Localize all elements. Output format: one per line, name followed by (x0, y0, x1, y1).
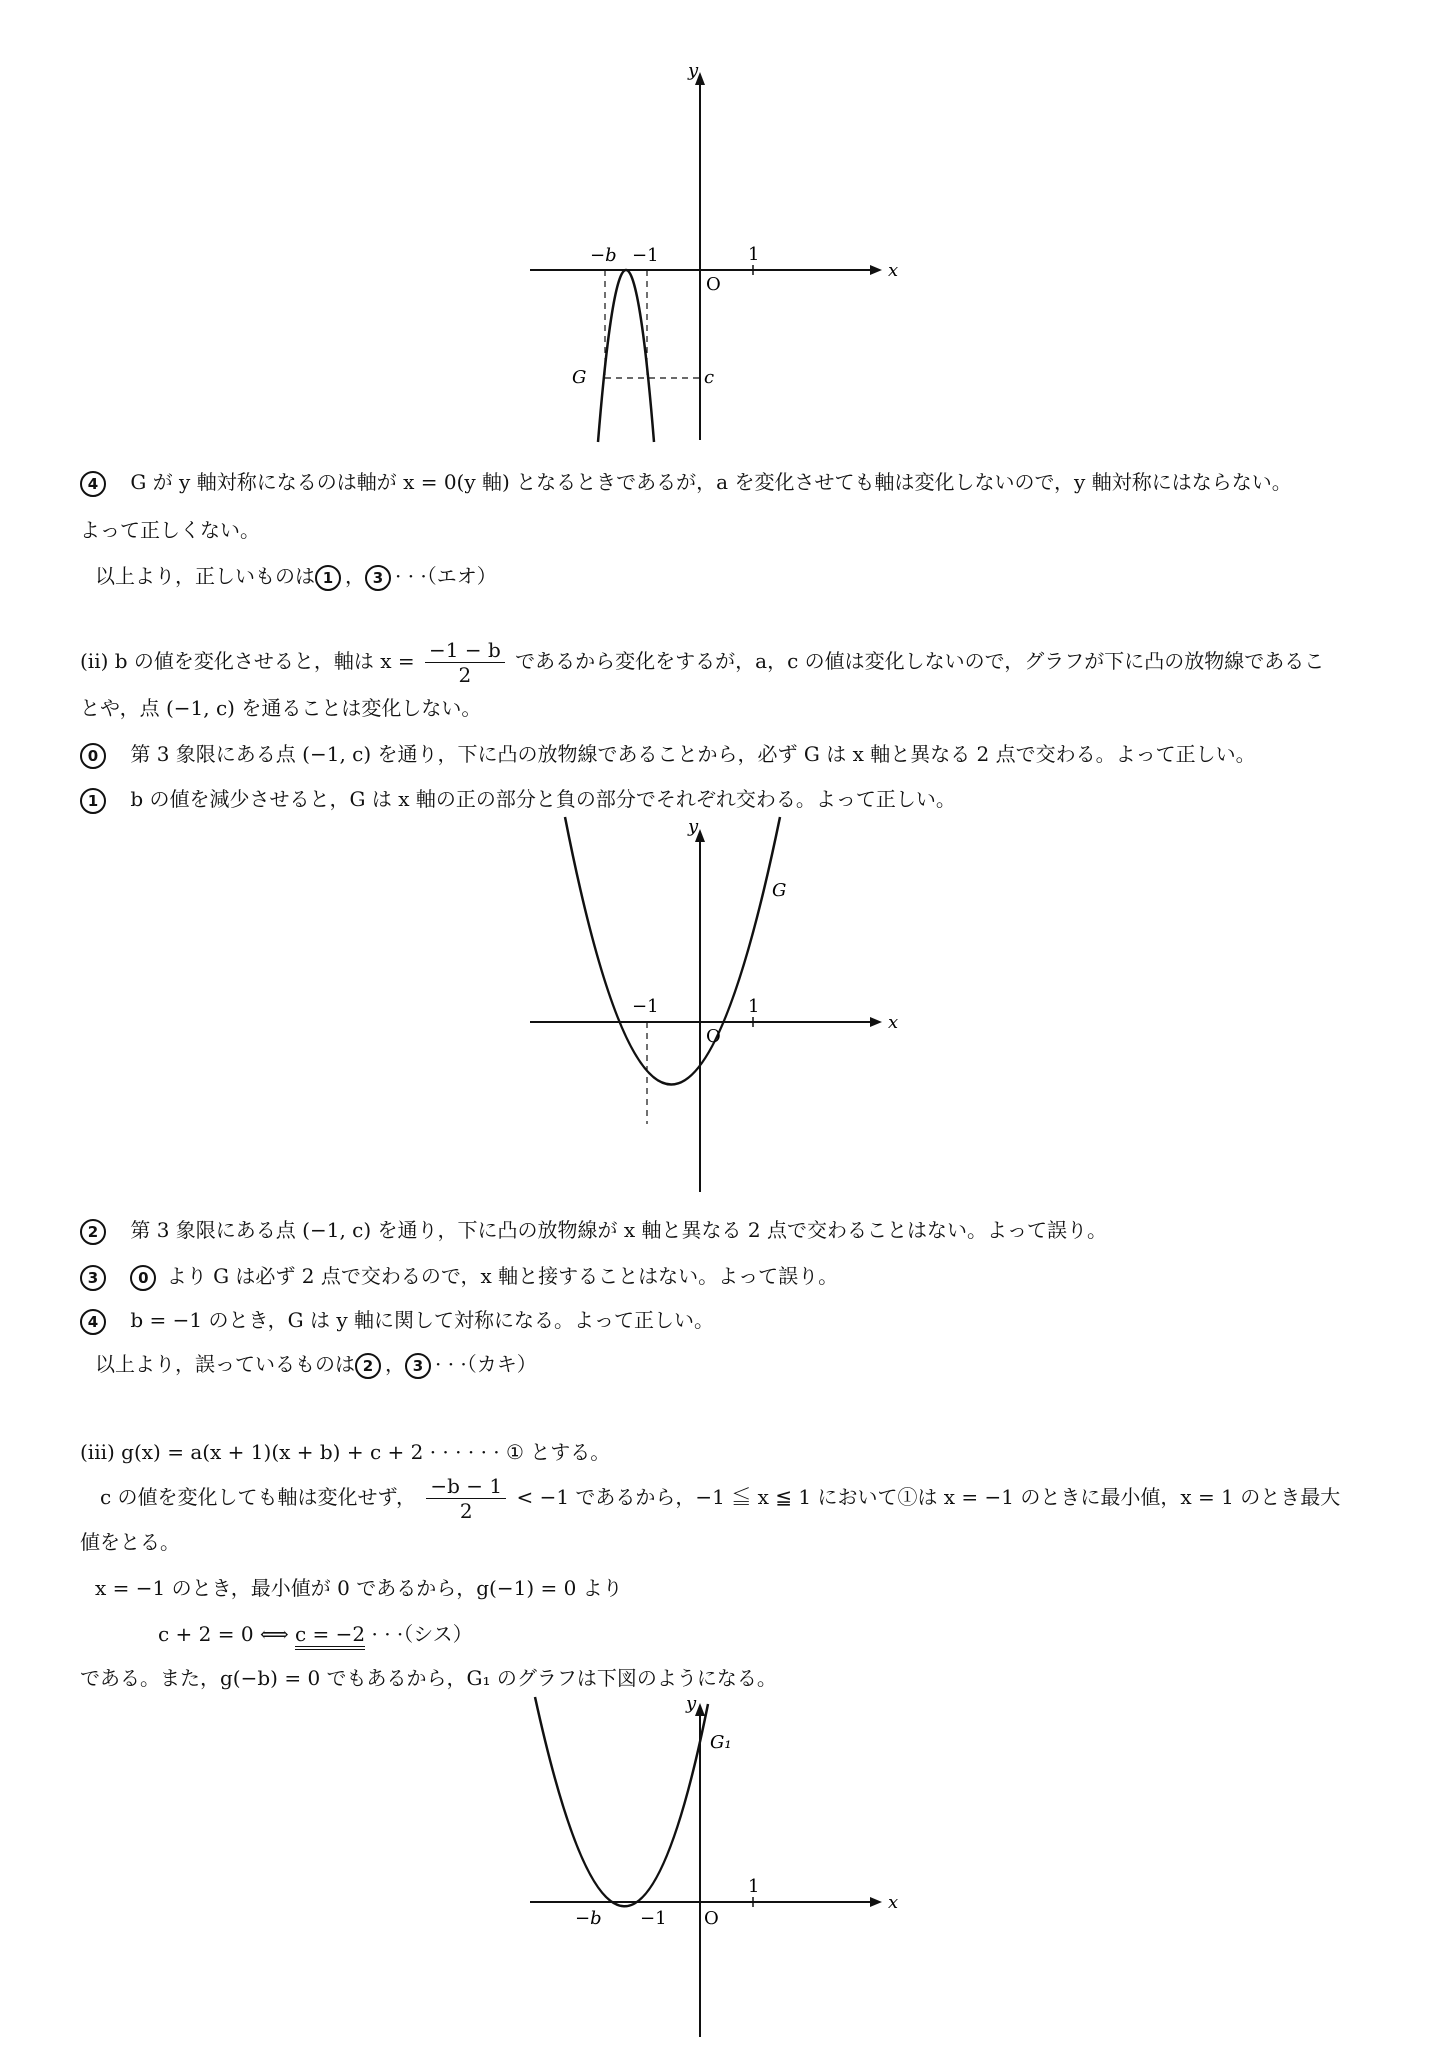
line-14: 値をとる。 (80, 1530, 180, 1554)
text: 以上より，正しいものは (95, 564, 315, 588)
neg-b-label: −b (575, 1908, 602, 1929)
y-label: y (688, 60, 699, 81)
y-axis-arrow (695, 1703, 705, 1716)
x-axis-arrow (870, 1017, 882, 1027)
line-8 (80, 1216, 1107, 1245)
answer-underlined: c = −2 (295, 1622, 365, 1650)
circled-3: 3 (365, 565, 391, 591)
text: (ii) b の値を変化させると，軸は x = (80, 649, 415, 673)
numerator: −1 − b (425, 638, 505, 663)
origin-label: O (706, 1026, 721, 1047)
line-3 (95, 562, 497, 591)
fraction (425, 638, 505, 687)
line-13 (100, 1474, 1340, 1523)
circled-2: 2 (355, 1353, 381, 1379)
denominator: 2 (459, 1499, 473, 1523)
line-7 (80, 785, 956, 814)
text: より G は必ず 2 点で交わるので，x 軸と接することはない。よって誤り。 (166, 1264, 839, 1288)
circled-4: 4 (80, 471, 106, 497)
one-label: 1 (748, 1876, 760, 1897)
line-15: x = −1 のとき，最小値が 0 であるから，g(−1) = 0 より (95, 1576, 623, 1600)
neg-one-label: −1 (640, 1908, 667, 1929)
y-label: y (688, 816, 699, 837)
neg-one-label: −1 (632, 996, 659, 1017)
x-axis-arrow (870, 1897, 882, 1907)
text: · · ·（カキ） (435, 1352, 537, 1376)
text: であるから変化をするが，a，c の値は変化しないので，グラフが下に凸の放物線であるこ (515, 649, 1325, 673)
circled-0: 0 (130, 1265, 156, 1291)
line-12: (iii) g(x) = a(x + 1)(x + b) + c + 2 · · · · · · ① とする。 (80, 1440, 611, 1464)
fraction (426, 1474, 506, 1523)
text: · · ·（エオ） (395, 564, 497, 588)
line-2: よって正しくない。 (80, 518, 260, 542)
line-5: とや，点 (−1, c) を通ることは変化しない。 (80, 696, 482, 720)
circled-0: 0 (80, 743, 106, 769)
circled-1: 1 (315, 565, 341, 591)
graph-1 (520, 60, 900, 450)
text: 以上より，誤っているものは (95, 1352, 355, 1376)
x-label: x (888, 1892, 899, 1913)
g-label: G (772, 880, 787, 901)
text: 第 3 象限にある点 (−1, c) を通り，下に凸の放物線が x 軸と異なる 2 点で交わることはない。よって誤り。 (130, 1218, 1107, 1242)
x-axis-arrow (870, 265, 882, 275)
neg-b-label: −b (590, 245, 617, 266)
graph-2 (520, 812, 900, 1202)
x-label: x (888, 260, 899, 281)
text: G が y 軸対称になるのは軸が x = 0(y 軸) となるときであるが，a を変化させても軸は変化しないので，y 軸対称にはならない。 (130, 470, 1292, 494)
text: < −1 であるから，−1 ≦ x ≦ 1 において①は x = −1 のときに最小値，x = 1 のとき最大 (516, 1485, 1341, 1509)
sep: ， (345, 564, 365, 588)
parabola-g (598, 270, 654, 442)
parabola-g (565, 817, 780, 1085)
origin-label: O (706, 274, 721, 295)
circled-2: 2 (80, 1219, 106, 1245)
text: 第 3 象限にある点 (−1, c) を通り，下に凸の放物線であることから，必ず G は x 軸と異なる 2 点で交わる。よって正しい。 (130, 742, 1256, 766)
line-9 (80, 1262, 838, 1291)
one-label: 1 (748, 244, 760, 265)
text: c + 2 = 0 ⟺ (158, 1622, 289, 1646)
g-label: G (572, 367, 587, 388)
text: c の値を変化しても軸は変化せず， (100, 1485, 416, 1509)
c-label: c (704, 367, 715, 388)
text: b = −1 のとき，G は y 軸に関して対称になる。よって正しい。 (130, 1308, 715, 1332)
circled-3: 3 (80, 1265, 106, 1291)
line-16 (158, 1620, 473, 1648)
line-10 (80, 1306, 714, 1335)
line-17: である。また，g(−b) = 0 でもあるから，G₁ のグラフは下図のようになる。 (80, 1666, 777, 1690)
line-1 (80, 468, 1292, 497)
x-label: x (888, 1012, 899, 1033)
line-6 (80, 740, 1256, 769)
line-4 (80, 638, 1324, 687)
circled-1: 1 (80, 788, 106, 814)
graph-3 (520, 1692, 900, 2042)
text: b の値を減少させると，G は x 軸の正の部分と負の部分でそれぞれ交わる。よって正しい。 (130, 787, 956, 811)
origin-label: O (704, 1908, 719, 1929)
neg-one-label: −1 (632, 245, 659, 266)
circled-3: 3 (405, 1353, 431, 1379)
y-label: y (686, 1693, 697, 1714)
line-11 (95, 1350, 537, 1379)
one-label: 1 (748, 996, 760, 1017)
text: · · ·（シス） (371, 1622, 473, 1646)
denominator: 2 (458, 663, 472, 687)
g1-label: G₁ (710, 1732, 732, 1753)
parabola-g1 (535, 1697, 708, 1906)
sep: ， (385, 1352, 405, 1376)
circled-4: 4 (80, 1309, 106, 1335)
numerator: −b − 1 (426, 1474, 506, 1499)
